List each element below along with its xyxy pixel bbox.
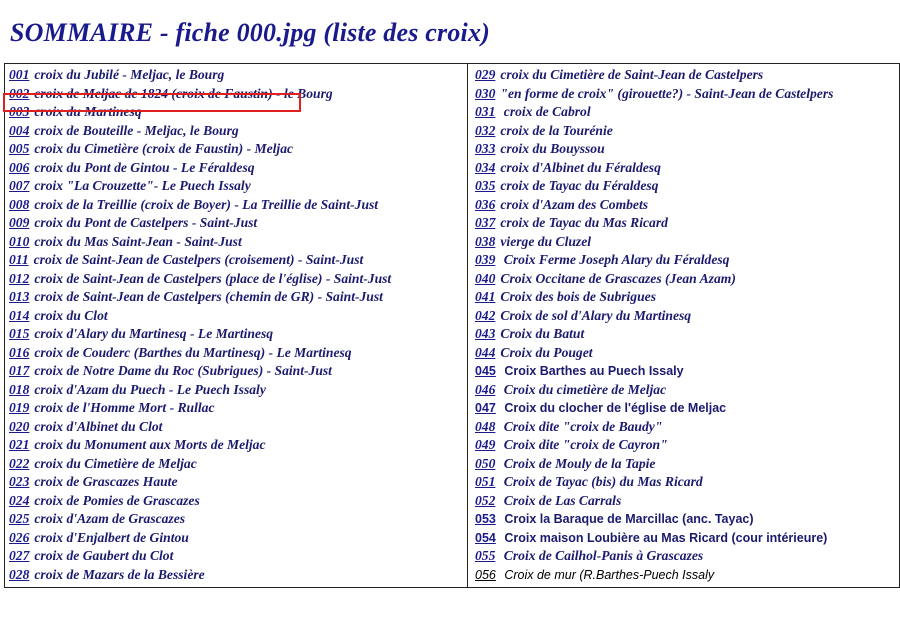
entry-label: croix du Clot bbox=[34, 307, 108, 323]
entry-number-link[interactable]: 021 bbox=[9, 437, 30, 452]
entry-number-link[interactable]: 027 bbox=[9, 548, 30, 563]
entry-number-link[interactable]: 047 bbox=[475, 401, 496, 415]
entry-label: croix du Martinesq bbox=[34, 104, 142, 119]
entry-number-link[interactable]: 046 bbox=[475, 381, 496, 397]
entry-number-link[interactable]: 004 bbox=[9, 122, 30, 138]
cross-entry[interactable] bbox=[5, 362, 467, 381]
entry-number-link[interactable]: 038 bbox=[475, 233, 496, 249]
entry-label: croix de l'Homme Mort - Rullac bbox=[34, 400, 215, 415]
entry-number-link[interactable]: 029 bbox=[475, 67, 496, 82]
cross-entry[interactable] bbox=[5, 492, 467, 511]
cross-entry[interactable] bbox=[468, 547, 899, 566]
entry-label: croix de Saint-Jean de Castelpers (chemin de GR) - Saint-Just bbox=[34, 289, 383, 304]
entry-number-link[interactable]: 008 bbox=[9, 196, 30, 212]
entry-label: croix de Couderc (Barthes du Martinesq) - Le Martinesq bbox=[34, 344, 352, 360]
entry-label: croix de Meljac de 1824 (croix de Faustin) - le Bourg bbox=[34, 85, 333, 101]
entry-label: Croix la Baraque de Marcillac (anc. Tayac) bbox=[500, 512, 754, 526]
entry-label: croix de Grascazes Haute bbox=[34, 474, 178, 489]
entry-label: Croix Occitane de Grascazes (Jean Azam) bbox=[500, 270, 736, 286]
entry-label: Croix Ferme Joseph Alary du Féraldesq bbox=[500, 252, 730, 267]
cross-entry[interactable] bbox=[468, 510, 899, 529]
entry-number-link[interactable]: 015 bbox=[9, 326, 30, 341]
cross-entry[interactable] bbox=[5, 233, 467, 252]
entry-label: Croix du Batut bbox=[500, 326, 585, 341]
cross-entry[interactable] bbox=[5, 66, 467, 85]
entry-label: croix du Monument aux Morts de Meljac bbox=[34, 437, 266, 452]
entry-label: croix du Jubilé - Meljac, le Bourg bbox=[34, 67, 225, 82]
cross-entry[interactable] bbox=[468, 140, 899, 159]
cross-entry[interactable] bbox=[5, 510, 467, 529]
entry-label: croix de Gaubert du Clot bbox=[34, 548, 174, 563]
entry-label: croix de Mazars de la Bessière bbox=[34, 566, 205, 582]
entry-label: croix de Bouteille - Meljac, le Bourg bbox=[34, 122, 239, 138]
entry-label: croix de la Treillie (croix de Boyer) - La Treillie de Saint-Just bbox=[34, 196, 379, 212]
entry-label: Croix de Mouly de la Tapie bbox=[500, 455, 656, 471]
cross-entry[interactable] bbox=[5, 140, 467, 159]
cross-entry[interactable] bbox=[5, 307, 467, 326]
entry-label: Croix de Cailhol-Panis à Grascazes bbox=[500, 548, 704, 563]
entry-number-link[interactable]: 037 bbox=[475, 215, 496, 230]
entry-label: croix de Saint-Jean de Castelpers (place de l'église) - Saint-Just bbox=[34, 270, 392, 286]
cross-entry[interactable] bbox=[468, 270, 899, 289]
cross-entry[interactable] bbox=[5, 177, 467, 196]
cross-entry[interactable] bbox=[5, 344, 467, 363]
cross-entry[interactable] bbox=[5, 436, 467, 455]
entry-label: Croix de Tayac (bis) du Mas Ricard bbox=[500, 474, 703, 489]
entry-number-link[interactable]: 026 bbox=[9, 529, 30, 545]
cross-entry[interactable] bbox=[468, 492, 899, 511]
entry-number-link[interactable]: 049 bbox=[475, 437, 496, 452]
entry-number-link[interactable]: 007 bbox=[9, 178, 30, 193]
cross-entry[interactable] bbox=[5, 122, 467, 141]
entry-number-link[interactable]: 018 bbox=[9, 381, 30, 397]
entry-number-link[interactable]: 050 bbox=[475, 455, 496, 471]
page-title: SOMMAIRE - fiche 000.jpg (liste des croix) bbox=[10, 18, 491, 47]
cross-entry[interactable] bbox=[468, 214, 899, 233]
cross-entry[interactable] bbox=[5, 566, 467, 585]
entry-number-link[interactable]: 044 bbox=[475, 344, 496, 360]
entry-number-link[interactable]: 055 bbox=[475, 548, 496, 563]
entry-label: croix d'Alary du Martinesq - Le Martinesq bbox=[34, 326, 274, 341]
entry-number-link[interactable]: 052 bbox=[475, 492, 496, 508]
entry-label: croix du Pont de Castelpers - Saint-Just bbox=[34, 215, 258, 230]
entry-label: croix de Notre Dame du Roc (Subrigues) - Saint-Just bbox=[34, 363, 332, 378]
entry-label: croix du Pont de Gintou - Le Féraldesq bbox=[34, 159, 255, 175]
entry-label: Croix du clocher de l'église de Meljac bbox=[500, 401, 727, 415]
cross-entry[interactable] bbox=[468, 122, 899, 141]
cross-entry[interactable] bbox=[5, 418, 467, 437]
cross-entry[interactable] bbox=[468, 418, 899, 437]
entry-label: croix de la Tourénie bbox=[500, 122, 613, 138]
entry-label: croix d'Enjalbert de Gintou bbox=[34, 529, 189, 545]
entry-number-link[interactable]: 035 bbox=[475, 178, 496, 193]
entry-label: croix de Cabrol bbox=[500, 104, 591, 119]
entry-number-link[interactable]: 025 bbox=[9, 511, 30, 526]
entry-label: Croix de sol d'Alary du Martinesq bbox=[500, 307, 692, 323]
cross-entry[interactable] bbox=[468, 196, 899, 215]
entry-number-link[interactable]: 036 bbox=[475, 196, 496, 212]
cross-entry[interactable] bbox=[468, 529, 899, 548]
entry-number-link[interactable]: 045 bbox=[475, 364, 496, 378]
entry-number-link[interactable]: 033 bbox=[475, 141, 496, 156]
cross-index-table bbox=[4, 63, 900, 588]
cross-entry[interactable] bbox=[468, 288, 899, 307]
entry-label: Croix de mur (R.Barthes-Puech Issaly bbox=[500, 567, 715, 582]
cross-entry[interactable] bbox=[468, 233, 899, 252]
cross-entry[interactable] bbox=[468, 399, 899, 418]
entry-number-link[interactable]: 034 bbox=[475, 159, 496, 175]
cross-entry[interactable] bbox=[468, 307, 899, 326]
entry-label: croix d'Azam de Grascazes bbox=[34, 511, 186, 526]
entry-label: croix de Saint-Jean de Castelpers (croisement) - Saint-Just bbox=[33, 252, 364, 267]
entry-number-link[interactable]: 019 bbox=[9, 400, 30, 415]
entry-label: croix de Pomies de Grascazes bbox=[34, 492, 200, 508]
entry-number-link[interactable]: 039 bbox=[475, 252, 496, 267]
cross-entry[interactable] bbox=[5, 85, 467, 104]
cross-entry[interactable] bbox=[468, 344, 899, 363]
entry-label: croix d'Albinet du Féraldesq bbox=[500, 159, 661, 175]
cross-entry[interactable] bbox=[468, 325, 899, 344]
entry-number-link[interactable]: 042 bbox=[475, 307, 496, 323]
entry-label: croix du Mas Saint-Jean - Saint-Just bbox=[34, 233, 242, 249]
entry-label: croix du Bouyssou bbox=[500, 141, 605, 156]
cross-entry[interactable] bbox=[5, 103, 467, 122]
entry-label: croix de Tayac du Mas Ricard bbox=[500, 215, 668, 230]
cross-entry[interactable] bbox=[5, 455, 467, 474]
cross-entry[interactable] bbox=[5, 159, 467, 178]
entry-label: Croix dite "croix de Cayron" bbox=[500, 437, 668, 452]
entry-number-link[interactable]: 009 bbox=[9, 215, 30, 230]
entry-number-link[interactable]: 020 bbox=[9, 418, 30, 434]
entry-number-link[interactable]: 010 bbox=[9, 233, 30, 249]
entry-label: Croix des bois de Subrigues bbox=[500, 289, 656, 304]
entry-number-link[interactable]: 041 bbox=[475, 289, 496, 304]
cross-entry[interactable] bbox=[468, 177, 899, 196]
entry-number-link[interactable]: 012 bbox=[9, 270, 30, 286]
cross-entry[interactable] bbox=[468, 381, 899, 400]
entry-label: Croix du cimetière de Meljac bbox=[500, 381, 667, 397]
cross-entry[interactable] bbox=[5, 325, 467, 344]
cross-entry[interactable] bbox=[5, 288, 467, 307]
entry-label: croix d'Azam du Puech - Le Puech Issaly bbox=[34, 381, 266, 397]
entry-number-link[interactable]: 048 bbox=[475, 418, 496, 434]
entry-number-link[interactable]: 053 bbox=[475, 512, 496, 526]
entry-number-link[interactable]: 005 bbox=[9, 141, 30, 156]
entry-label: Croix maison Loubière au Mas Ricard (cour intérieure) bbox=[500, 530, 828, 545]
entry-label: vierge du Cluzel bbox=[500, 233, 592, 249]
cross-entry[interactable] bbox=[5, 381, 467, 400]
cross-entry[interactable] bbox=[468, 566, 899, 585]
entry-number-link[interactable]: 028 bbox=[9, 566, 30, 582]
entry-label: Croix de Las Carrals bbox=[500, 492, 622, 508]
cross-entry[interactable] bbox=[5, 399, 467, 418]
entry-label: Croix du Pouget bbox=[500, 344, 593, 360]
entry-number-link[interactable]: 054 bbox=[475, 530, 496, 545]
cross-entry[interactable] bbox=[5, 196, 467, 215]
entry-number-link[interactable]: 002 bbox=[9, 85, 30, 101]
cross-entry[interactable] bbox=[5, 270, 467, 289]
cross-entry[interactable] bbox=[5, 473, 467, 492]
entry-number-link[interactable]: 006 bbox=[9, 159, 30, 175]
entry-number-link[interactable]: 013 bbox=[9, 289, 30, 304]
entry-number-link[interactable]: 003 bbox=[9, 104, 30, 119]
entry-label: Croix Barthes au Puech Issaly bbox=[500, 364, 684, 378]
cross-entry[interactable] bbox=[468, 159, 899, 178]
entry-number-link[interactable]: 022 bbox=[9, 455, 30, 471]
cross-entry[interactable] bbox=[468, 473, 899, 492]
left-column bbox=[5, 64, 468, 587]
cross-entry[interactable] bbox=[5, 529, 467, 548]
entry-number-link[interactable]: 056 bbox=[475, 567, 496, 582]
entry-number-link[interactable]: 030 bbox=[475, 85, 496, 101]
entry-label: croix de Tayac du Féraldesq bbox=[500, 178, 659, 193]
entry-number-link[interactable]: 023 bbox=[9, 474, 30, 489]
entry-number-link[interactable]: 014 bbox=[9, 307, 30, 323]
entry-label: Croix dite "croix de Baudy" bbox=[500, 418, 663, 434]
entry-number-link[interactable]: 016 bbox=[9, 344, 30, 360]
cross-entry[interactable] bbox=[5, 251, 467, 270]
cross-entry[interactable] bbox=[468, 85, 899, 104]
entry-label: croix du Cimetière de Saint-Jean de Castelpers bbox=[500, 67, 764, 82]
entry-number-link[interactable]: 032 bbox=[475, 122, 496, 138]
entry-label: croix du Cimetière (croix de Faustin) - Meljac bbox=[34, 141, 294, 156]
entry-number-link[interactable]: 031 bbox=[475, 104, 496, 119]
entry-number-link[interactable]: 043 bbox=[475, 326, 496, 341]
cross-entry[interactable] bbox=[468, 251, 899, 270]
entry-number-link[interactable]: 024 bbox=[9, 492, 30, 508]
entry-number-link[interactable]: 051 bbox=[475, 474, 496, 489]
cross-entry[interactable] bbox=[468, 362, 899, 381]
cross-entry[interactable] bbox=[468, 436, 899, 455]
cross-entry[interactable] bbox=[468, 103, 899, 122]
cross-entry[interactable] bbox=[468, 455, 899, 474]
entry-number-link[interactable]: 017 bbox=[9, 363, 30, 378]
entry-label: croix "La Crouzette"- Le Puech Issaly bbox=[34, 178, 251, 193]
entry-label: "en forme de croix" (girouette?) - Saint-Jean de Castelpers bbox=[500, 85, 834, 101]
entry-number-link[interactable]: 011 bbox=[9, 252, 29, 267]
entry-number-link[interactable]: 040 bbox=[475, 270, 496, 286]
cross-entry[interactable] bbox=[468, 66, 899, 85]
cross-entry[interactable] bbox=[5, 547, 467, 566]
entry-number-link[interactable]: 001 bbox=[9, 67, 30, 82]
cross-entry[interactable] bbox=[5, 214, 467, 233]
entry-label: croix du Cimetière de Meljac bbox=[34, 455, 197, 471]
entry-label: croix d'Albinet du Clot bbox=[34, 418, 163, 434]
entry-label: croix d'Azam des Combets bbox=[500, 196, 649, 212]
right-column bbox=[468, 64, 899, 587]
